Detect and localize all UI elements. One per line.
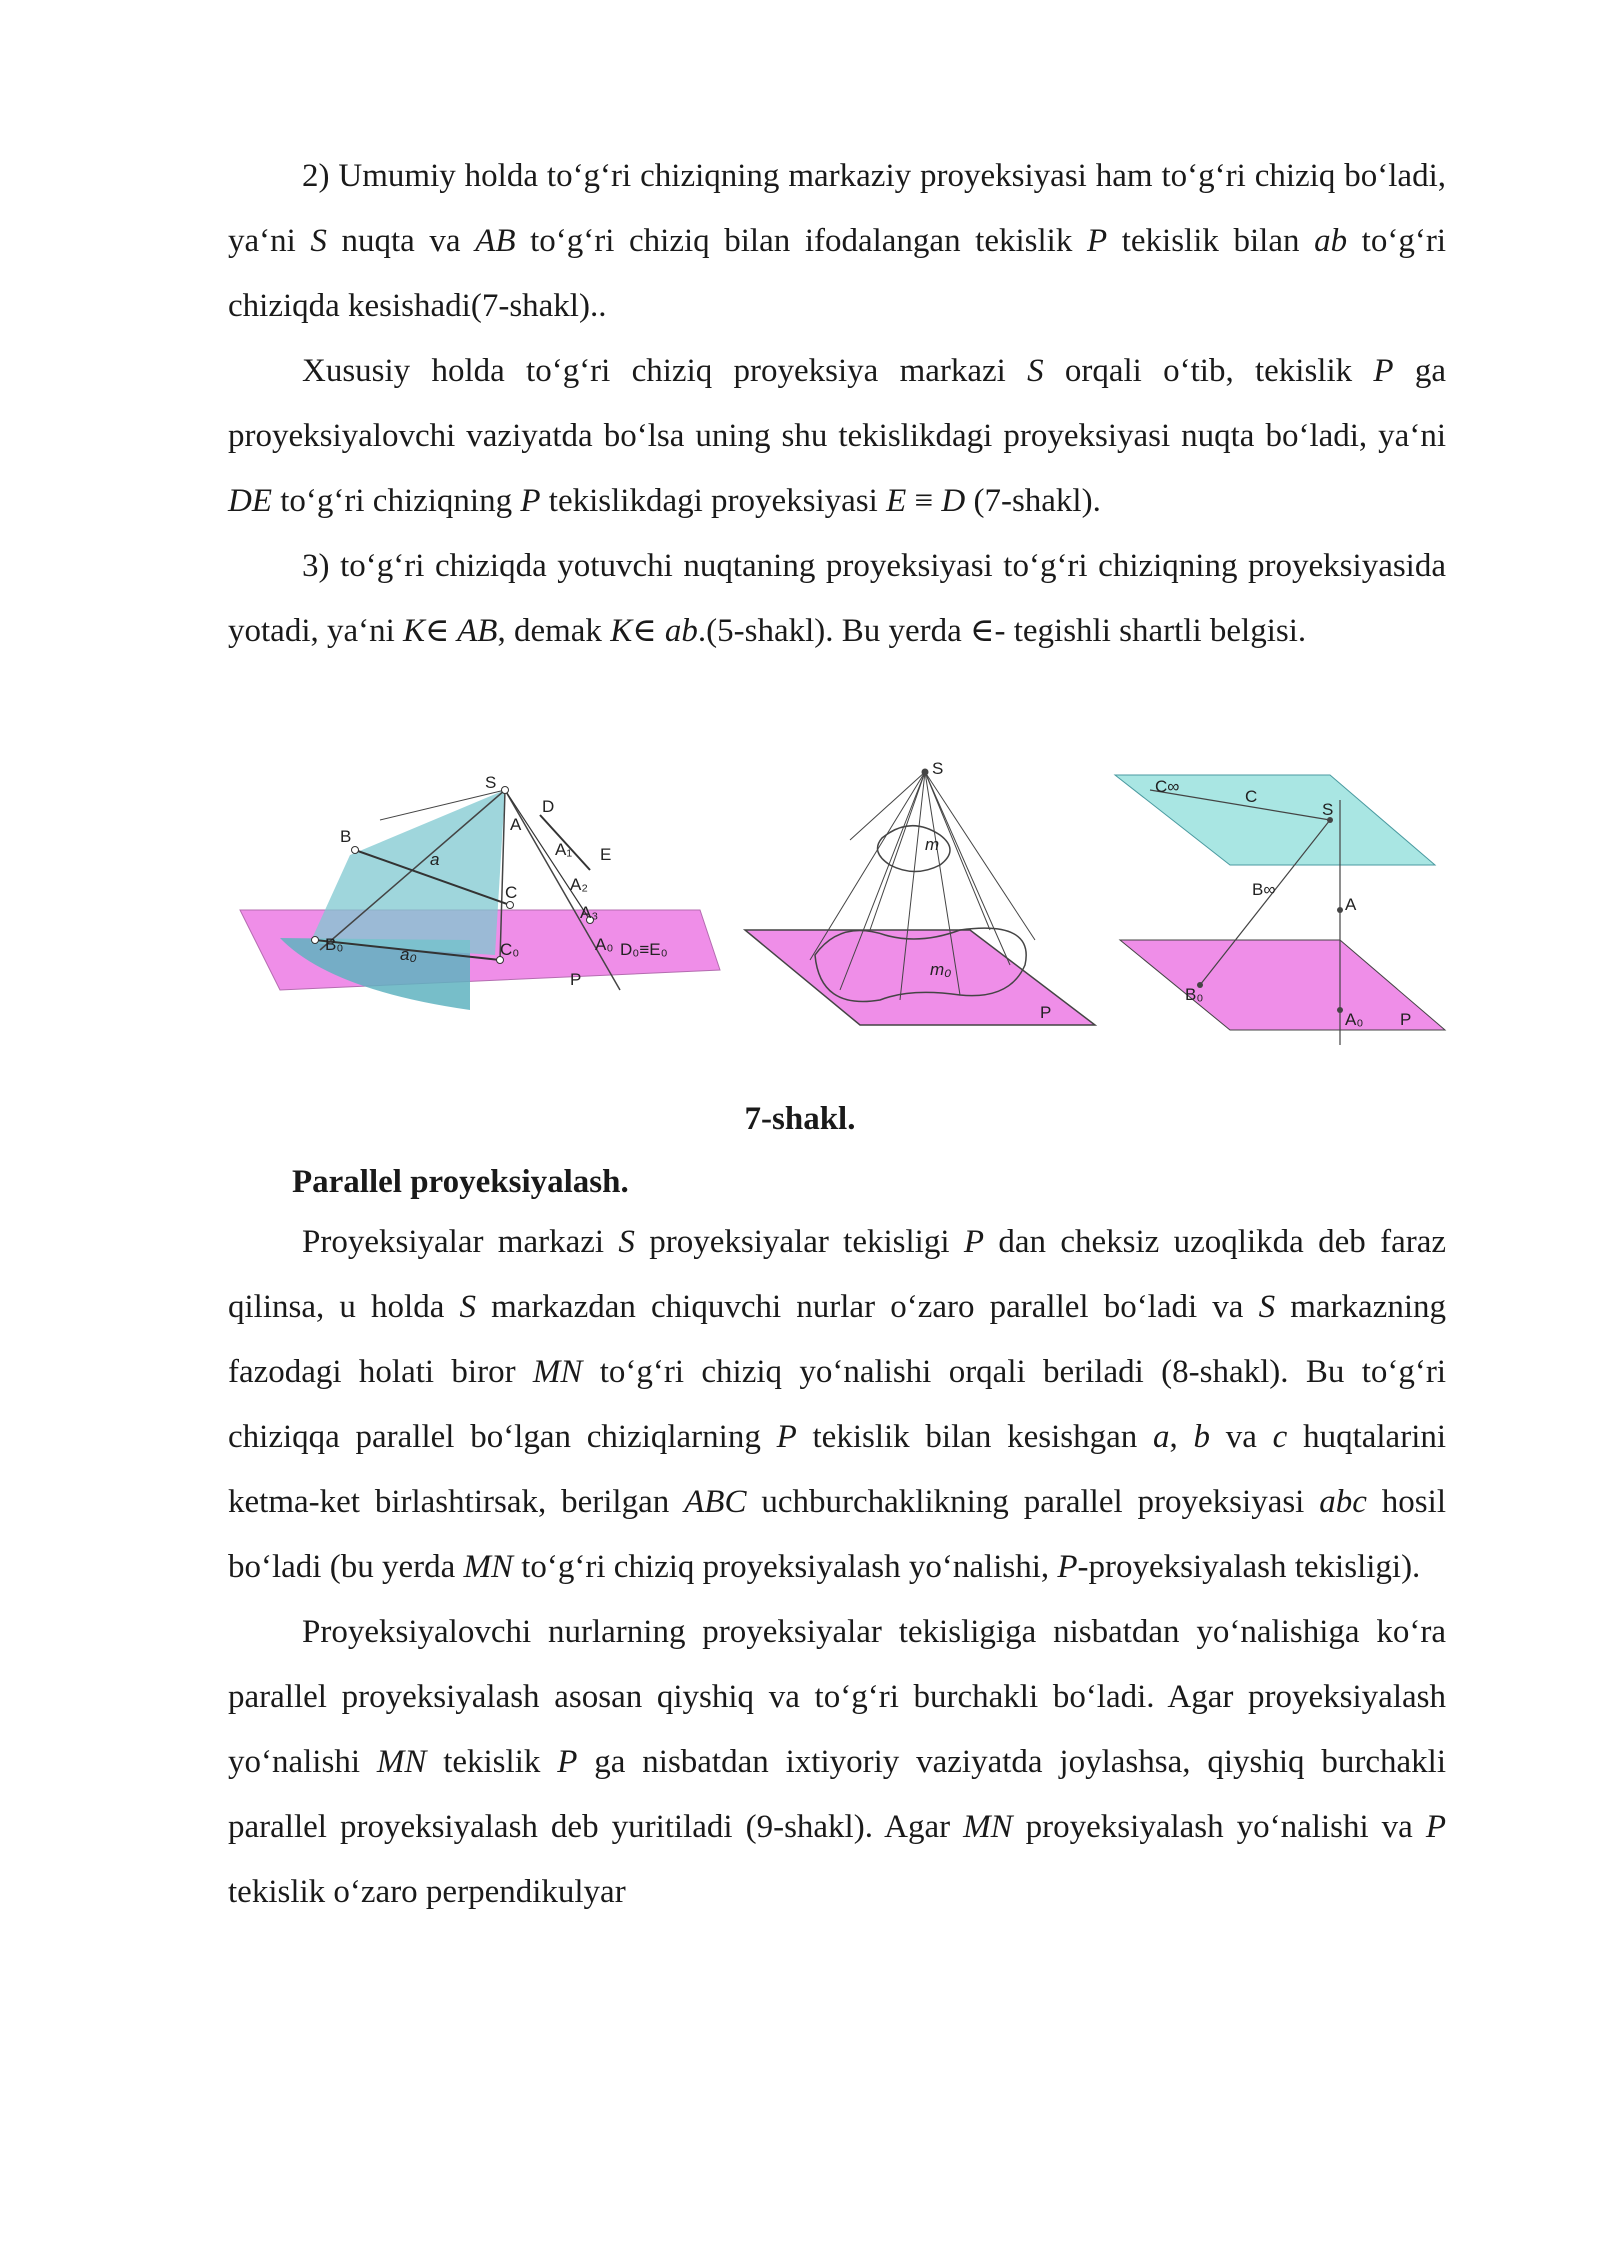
label: B₀ (325, 935, 344, 954)
italic-term: P (557, 1744, 578, 1780)
label: m₀ (930, 960, 952, 979)
text-run: ga proyeksiyalovchi vaziyatda bo‘lsa uning shu tekislikdagi proyeksiyasi nuqta bo‘ladi, ya‘ni (228, 353, 1446, 454)
text-run: huqtalarini ketma-ket birlashtirsak, berilgan (228, 1419, 1447, 1520)
italic-term: c (1272, 1419, 1288, 1455)
label: S (932, 760, 944, 778)
label: C (1245, 787, 1258, 806)
figure-caption: 7-shakl. (744, 1101, 856, 1137)
paragraph (228, 144, 1446, 339)
label: C (505, 883, 518, 902)
text-run: tekislik bilan kesishgan (796, 1419, 1154, 1455)
figure-parallel-projection (1115, 775, 1445, 1045)
italic-term: K∈ AB (403, 613, 498, 649)
italic-term: P (963, 1224, 985, 1260)
label: P (1400, 1010, 1412, 1029)
label: S (1322, 800, 1334, 819)
label: P (570, 970, 582, 989)
italic-term: MN (963, 1809, 1013, 1845)
text-run: (7-shakl). (965, 483, 1101, 519)
plane-p (1120, 940, 1445, 1030)
figure-central-projection-line (240, 773, 720, 1010)
italic-term: abc (1319, 1484, 1367, 1520)
text-run: to‘g‘ri chiziq yo‘nalishi orqali beriladi (8-shakl). Bu to‘g‘ri chiziqqa parallel bo‘lgan chiziqlarning (228, 1354, 1446, 1455)
paragraph (228, 534, 1446, 664)
figure-central-projection-curve (745, 760, 1095, 1025)
text-run: .(5-shakl). Bu yerda ∈- tegishli shartli belgisi. (697, 613, 1307, 649)
text-run: to‘g‘ri chiziq bilan ifodalangan tekislik (515, 223, 1087, 259)
italic-term: P (1057, 1549, 1078, 1585)
label: a (430, 850, 440, 869)
label: A₀ (1345, 1010, 1364, 1029)
italic-term: E (886, 483, 907, 519)
text-run: to‘g‘ri chiziqda kesishadi(7-shakl).. (228, 223, 1446, 324)
text-run: markazning fazodagi holati biror (228, 1289, 1446, 1390)
text-run: nuqta va (326, 223, 476, 259)
italic-term: S (1258, 1289, 1276, 1325)
italic-term: DE (228, 483, 272, 519)
text-run: to‘g‘ri chiziq proyeksiyalash yo‘nalishi, (513, 1549, 1058, 1585)
text-run: to‘g‘ri chiziqning (272, 483, 521, 519)
label: E (600, 845, 612, 864)
figure-7 (220, 760, 1460, 1060)
text-run: tekislikdagi proyeksiyasi (540, 483, 887, 519)
italic-term: P (776, 1419, 797, 1455)
label: S (485, 773, 497, 792)
text-run: , demak (497, 613, 611, 649)
italic-term: P (1373, 353, 1394, 389)
label: B∞ (1252, 880, 1276, 899)
italic-term: a (1153, 1419, 1170, 1455)
label: P (1040, 1003, 1052, 1022)
label: A₀ (595, 935, 614, 954)
italic-term: ABC (684, 1484, 747, 1520)
text-block-top (228, 144, 1446, 664)
italic-term: ab (1314, 223, 1348, 259)
text-run: 2) Umumiy holda to‘g‘ri chiziqning markaziy proyeksiyasi ham to‘g‘ri chiziq bo‘ladi, ya‘ni (228, 158, 1446, 259)
figure-7-drawing (220, 760, 1460, 1060)
text-run: proyeksiyalash yo‘nalishi va (1012, 1809, 1426, 1845)
text-run: tekislik bilan (1107, 223, 1315, 259)
paragraph (228, 1600, 1446, 1925)
label: A₃ (580, 903, 599, 922)
italic-term: S (618, 1224, 635, 1260)
italic-term: S (310, 223, 327, 259)
section-heading: Parallel proyeksiyalash. (292, 1164, 629, 1200)
paragraph (228, 1210, 1446, 1600)
label: a₀ (400, 945, 417, 964)
label: A (1345, 895, 1357, 914)
text-run: dan cheksiz uzoqlikda deb faraz qilinsa, u holda (228, 1224, 1447, 1325)
text-run: proyeksiyalar tekisligi (634, 1224, 964, 1260)
label: D₀≡E₀ (620, 940, 668, 959)
text-run: 3) to‘g‘ri chiziqda yotuvchi nuqtaning proyeksiyasi to‘g‘ri chiziqning proyeksiyasida yotadi, ya‘ni (228, 548, 1446, 649)
label: m (925, 835, 940, 854)
italic-term: AB (475, 223, 516, 259)
text-run: ≡ (906, 483, 942, 519)
text-run: va (1210, 1419, 1273, 1455)
text-run: orqali o‘tib, tekislik (1043, 353, 1374, 389)
italic-term: P (1086, 223, 1108, 259)
label: B₀ (1185, 985, 1204, 1004)
italic-term: b (1193, 1419, 1211, 1455)
label: B (340, 827, 352, 846)
italic-term: D (941, 483, 966, 519)
text-run: tekislik (426, 1744, 558, 1780)
label: D (542, 797, 555, 816)
text-run: Proyeksiyalar markazi (302, 1224, 619, 1260)
text-run: Xususiy holda to‘g‘ri chiziq proyeksiya markazi (302, 353, 1028, 389)
label: C₀ (500, 940, 520, 959)
italic-term: P (520, 483, 541, 519)
text-run: -proyeksiyalash tekisligi). (1077, 1549, 1421, 1585)
label: A (510, 815, 522, 834)
label: A₁ (555, 840, 573, 859)
italic-term: S (459, 1289, 476, 1325)
text-block-bottom (228, 1210, 1446, 1925)
italic-term: MN (532, 1354, 583, 1390)
italic-term: MN (463, 1549, 513, 1585)
text-run: , (1169, 1419, 1194, 1455)
text-run: uchburchaklikning parallel proyeksiyasi (746, 1484, 1320, 1520)
text-run: ga nisbatdan ixtiyoriy vaziyatda joylashsa, qiyshiq burchakli parallel proyeksiyalash deb yuritiladi (9-shakl). Agar (228, 1744, 1446, 1845)
italic-term: K∈ ab (610, 613, 698, 649)
text-run: tekislik o‘zaro perpendikulyar (228, 1874, 626, 1910)
label: C∞ (1155, 777, 1180, 796)
italic-term: S (1027, 353, 1044, 389)
italic-term: P (1425, 1809, 1446, 1845)
paragraph (228, 339, 1446, 534)
text-run: markazdan chiquvchi nurlar o‘zaro parallel bo‘ladi va (475, 1289, 1259, 1325)
text-run: Proyeksiyalovchi nurlarning proyeksiyalar tekisligiga nisbatdan yo‘nalishiga ko‘ra parallel proyeksiyalash asosan qiyshiq va to‘g‘ri burchakli bo‘ladi. Agar proyeksiyalash yo‘nalishi (228, 1614, 1446, 1780)
italic-term: MN (376, 1744, 427, 1780)
text-run: hosil bo‘ladi (bu yerda (228, 1484, 1446, 1585)
label: A₂ (570, 875, 588, 894)
